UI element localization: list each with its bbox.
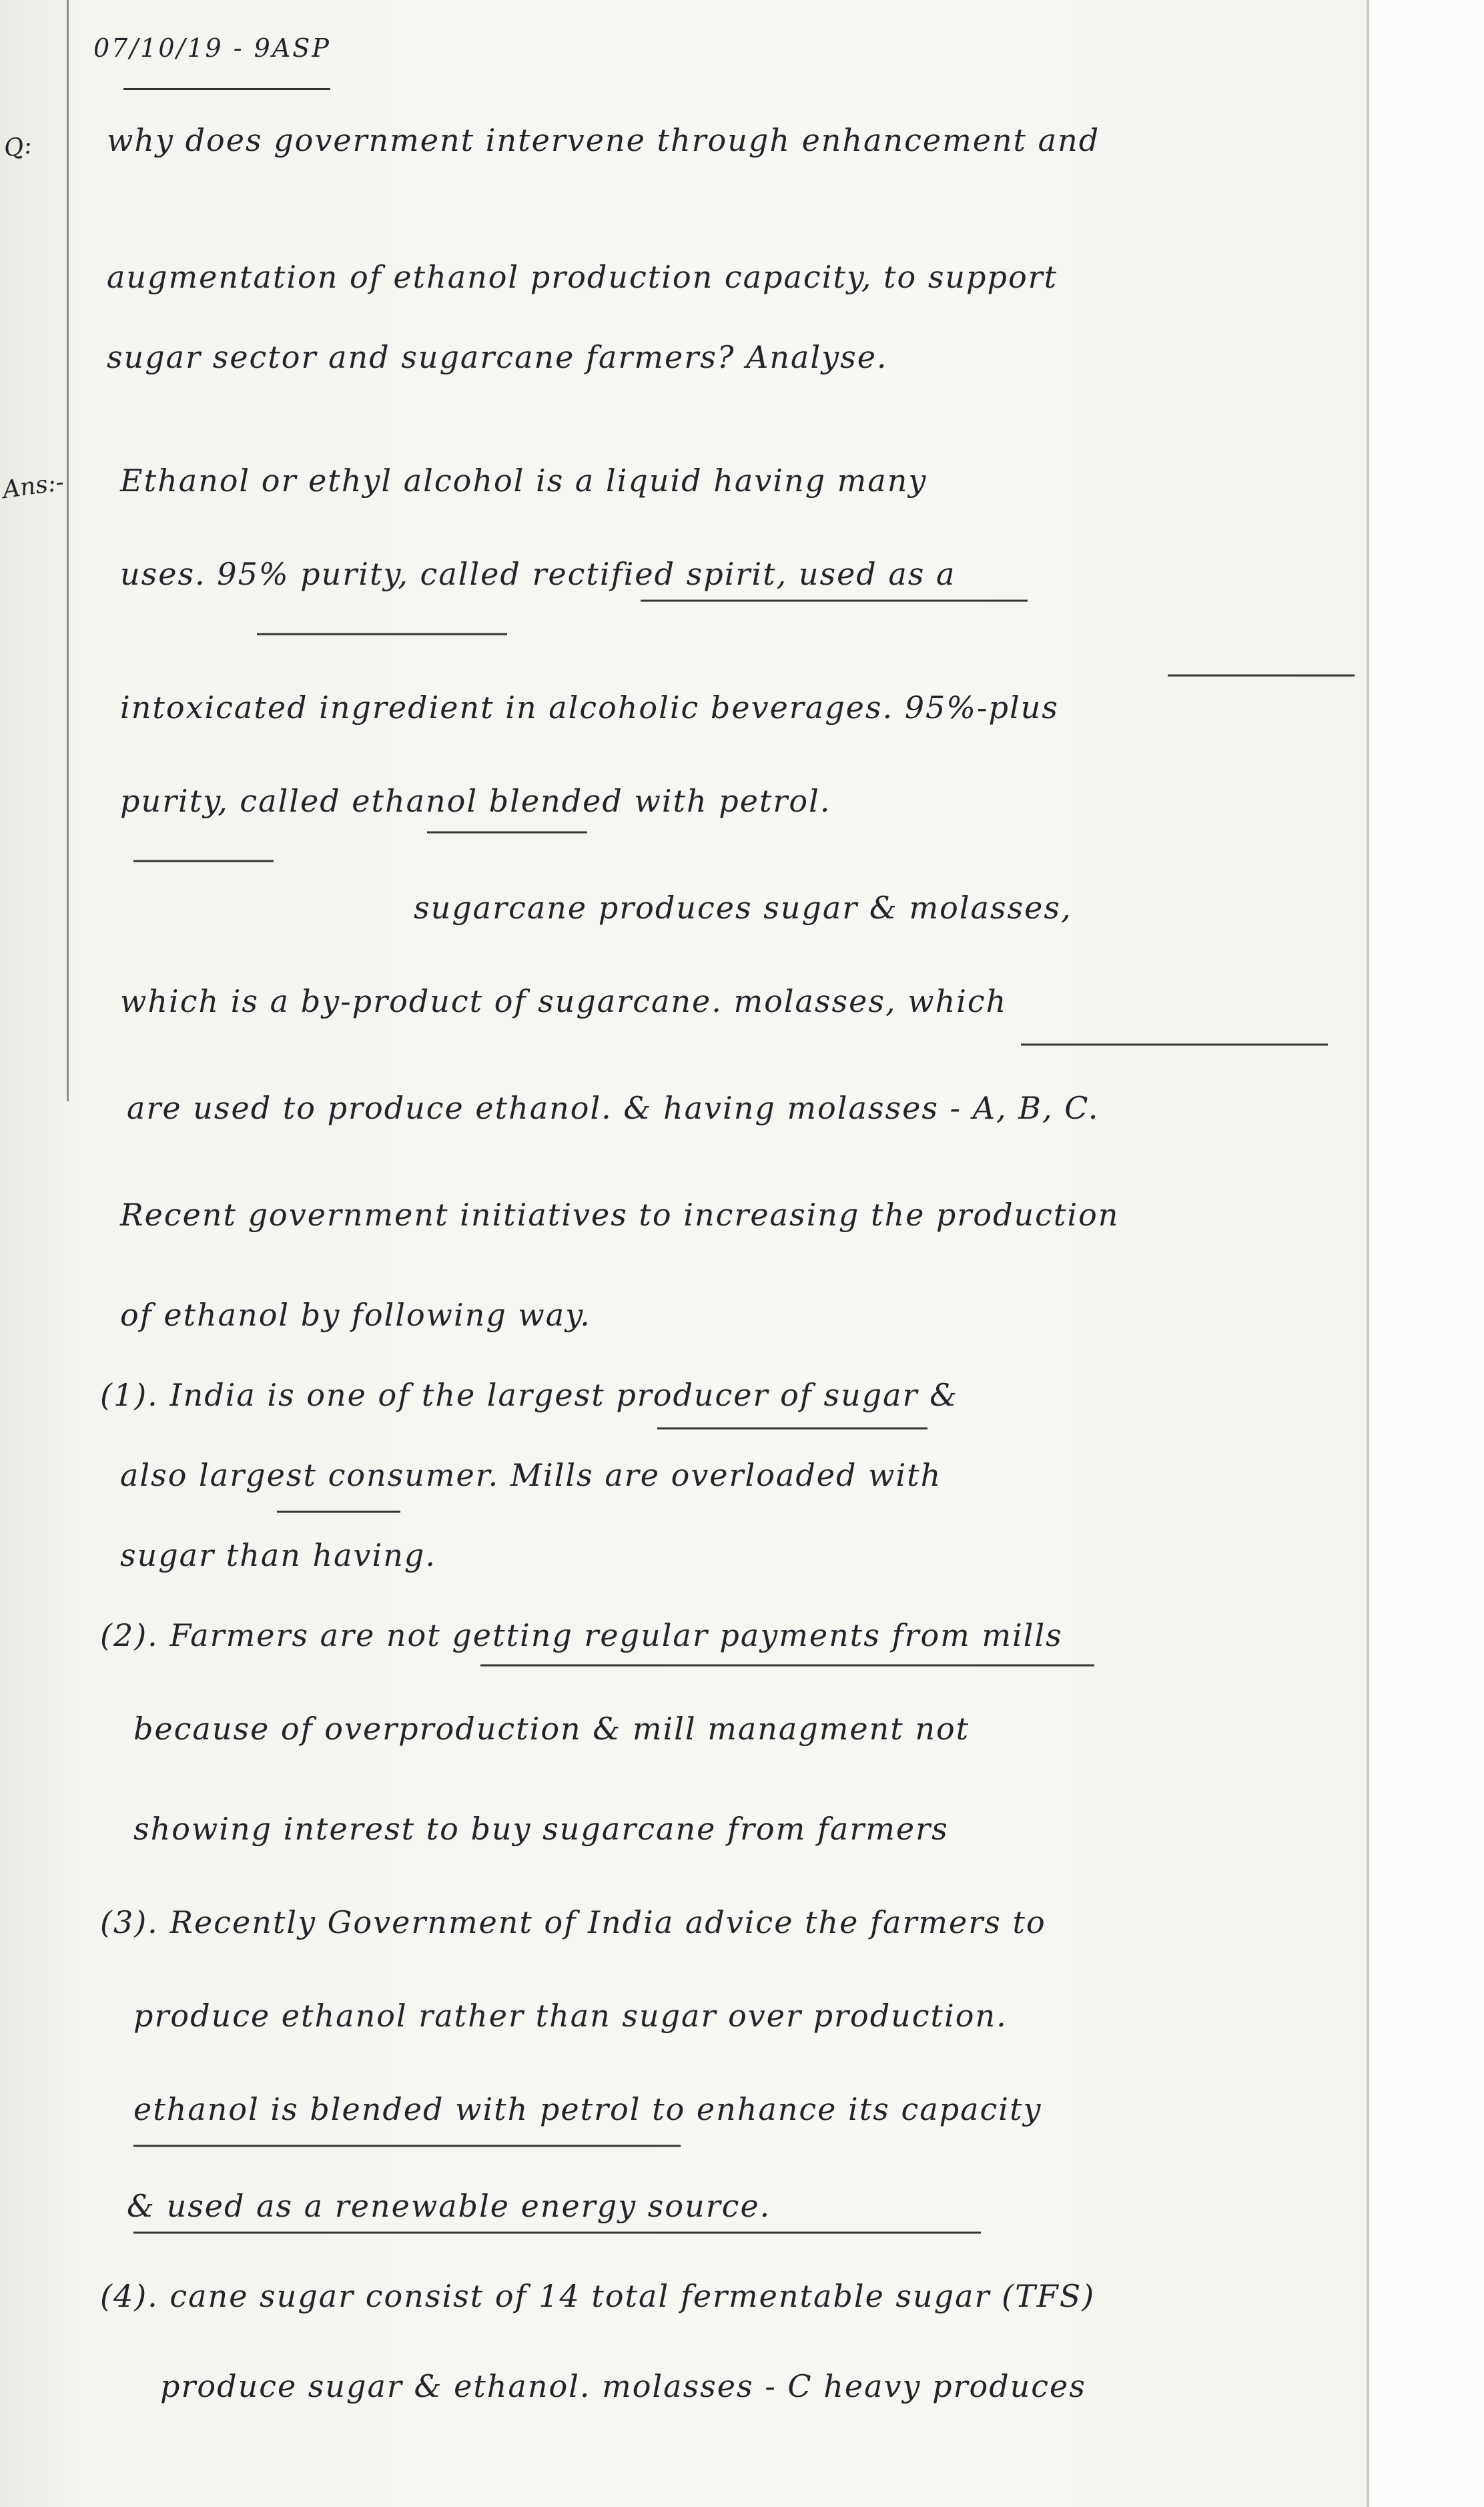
text-line: showing interest to buy sugarcane from farmers	[133, 1811, 949, 1847]
text-line: uses. 95% purity, called rectified spirit, used as a	[120, 556, 956, 592]
text-line: ethanol is blended with petrol to enhance its capacity	[133, 2091, 1042, 2127]
text-line: sugar sector and sugarcane farmers? Analyse.	[107, 339, 888, 375]
text-line: (1). India is one of the largest producer of sugar &	[100, 1377, 959, 1413]
question-marker: Q:	[2, 131, 34, 163]
text-line: produce sugar & ethanol. molasses - C heavy produces	[160, 2368, 1086, 2404]
text-line: (4). cane sugar consist of 14 total fermentable sugar (TFS)	[100, 2278, 1096, 2314]
text-line: of ethanol by following way.	[120, 1297, 591, 1333]
text-line: Recent government initiatives to increasing the production	[120, 1197, 1120, 1233]
text-line: also largest consumer. Mills are overloaded with	[120, 1457, 942, 1493]
date-underline	[123, 88, 330, 90]
text-line: (3). Recently Government of India advice the farmers to	[100, 1904, 1046, 1940]
text-line: augmentation of ethanol production capacity, to support	[107, 259, 1058, 295]
margin-line	[67, 0, 69, 1101]
date-heading: 07/10/19 - 9ASP	[93, 33, 331, 63]
text-line: & used as a renewable energy source.	[127, 2188, 771, 2224]
text-line: are used to produce ethanol. & having molasses - A, B, C.	[127, 1090, 1100, 1126]
text-line: intoxicated ingredient in alcoholic beverages. 95%-plus	[120, 689, 1059, 726]
answer-marker: Ans:-	[1, 468, 66, 505]
text-line: Ethanol or ethyl alcohol is a liquid having many	[120, 463, 928, 499]
page-edge-line	[1367, 0, 1369, 2507]
text-line: sugarcane produces sugar & molasses,	[414, 890, 1072, 926]
text-line: (2). Farmers are not getting regular payments from mills	[100, 1617, 1063, 1653]
text-line: why does government intervene through enhancement and	[107, 122, 1100, 158]
page-edge-background	[1369, 0, 1484, 2507]
text-line: which is a by-product of sugarcane. molasses, which	[120, 983, 1008, 1019]
text-line: produce ethanol rather than sugar over production.	[133, 1998, 1008, 2034]
text-line: purity, called ethanol blended with petrol.	[120, 783, 831, 819]
text-line: because of overproduction & mill managment not	[133, 1711, 970, 1747]
text-line: sugar than having.	[120, 1537, 436, 1573]
